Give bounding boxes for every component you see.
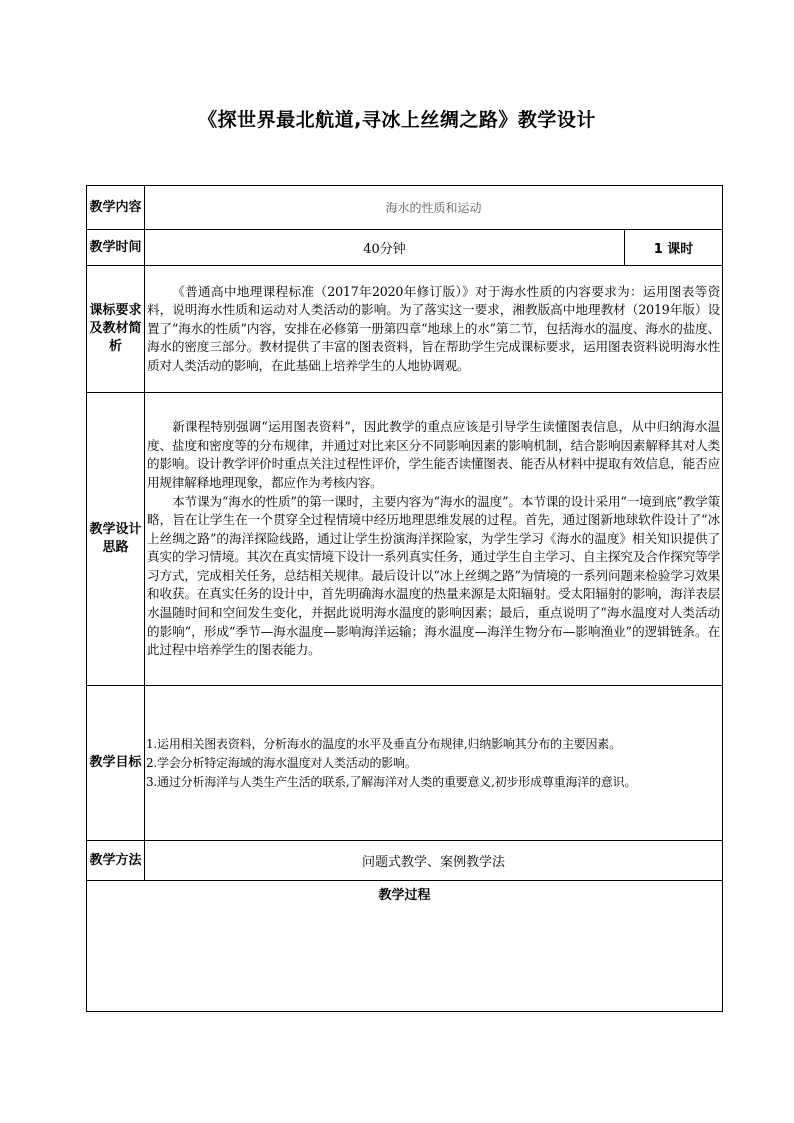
label-teaching-time: 教学时间 <box>87 230 145 266</box>
design-paragraph-1: 新课程特别强调“运用图表资料”，因此教学的重点应该是引导学生读懂图表信息，从中归纳海水温度、盐度和密度等的分布规律，并通过对比来区分不同影响因素的影响机制，结合影响因素解释其对人类的影响。设计教学评价时重点关注过程性评价，学生能否读懂图表、能否从材料中提取有效信息，能否应用规律解释地理现象，都应作为考核内容。 <box>147 419 721 490</box>
row-standards <box>87 266 723 393</box>
value-method: 问题式教学、案例教学法 <box>145 841 723 881</box>
label-design-idea: 教学设计思路 <box>87 393 145 686</box>
goal-item-2: 2.学会分析特定海域的海水温度对人类活动的影响。 <box>146 755 417 770</box>
goal-item-3: 3.通过分析海洋与人类生产生活的联系,了解海洋对人类的重要意义,初步形成尊重海洋的意识。 <box>146 774 637 789</box>
value-teaching-time: 40分钟 <box>145 230 625 266</box>
design-paragraph-2: 本节课为“海水的性质”的第一课时，主要内容为“海水的温度”。本节课的设计采用“一境到底”教学策略，旨在让学生在一个贯穿全过程情境中经历地理思维发展的过程。首先，通过图新地球软件设计了“冰上丝绸之路”的海洋探险线路，通过让学生扮演海洋探险家，为学生学习《海水的温度》相关知识提供了真实的学习情境。其次在真实情境下设计一系列真实任务，通过学生自主学习、自主探究及合作探究等学习方式，完成相关任务，总结相关规律。最后设计以“冰上丝绸之路”为情境的一系列问题来检验学习效果和收获。在真实任务的设计中，首先明确海水温度的热量来源是太阳辐射。受太阳辐射的影响，海洋表层水温随时间和空间发生变化，并据此说明海水温度的影响因素；最后，重点说明了“海水温度对人类活动的影响”，形成“季节—海水温度—影响海洋运输；海水温度—海洋生物分布—影响渔业”的逻辑链条。在此过程中培养学生的图表能力。 <box>147 493 721 658</box>
label-method: 教学方法 <box>87 841 145 881</box>
row-process <box>87 881 723 1012</box>
row-teaching-time <box>87 230 723 266</box>
label-process: 教学过程 <box>378 888 431 903</box>
lesson-plan-table <box>86 185 723 1012</box>
process-cell <box>87 881 723 1012</box>
standards-text: 《普通高中地理课程标准（2017年2020年修订版）》对于海水性质的内容要求为：运用图表等资料，说明海水性质和运动对人类活动的影响。为了落实这一要求，湘教版高中地理教材（2019年版）设置了“海水的性质”内容，安排在必修第一册第四章“地球上的水”第二节，包括海水的温度、海水的盐度、海水的密度三部分。教材提供了丰富的图表资料，旨在帮助学生完成课标要求，运用图表资料说明海水性质对人类活动的影响，在此基础上培养学生的人地协调观。 <box>147 283 721 373</box>
goals-cell <box>145 686 723 841</box>
row-teaching-content <box>87 186 723 230</box>
value-class-hours: 1 课时 <box>625 230 723 266</box>
row-goals <box>87 686 723 841</box>
row-method <box>87 841 723 881</box>
label-teaching-content: 教学内容 <box>87 186 145 230</box>
row-design-idea <box>87 393 723 686</box>
goal-item-1: 1.运用相关图表资料，分析海水的温度的水平及垂直分布规律,归纳影响其分布的主要因素。 <box>146 736 621 751</box>
design-text-cell <box>145 393 723 686</box>
document-title: 《探世界最北航道,寻冰上丝绸之路》教学设计 <box>198 109 596 131</box>
label-standards: 课标要求及教材简析 <box>87 266 145 393</box>
label-goals: 教学目标 <box>87 686 145 841</box>
value-teaching-content: 海水的性质和运动 <box>145 186 723 230</box>
standards-text-cell <box>145 266 723 393</box>
